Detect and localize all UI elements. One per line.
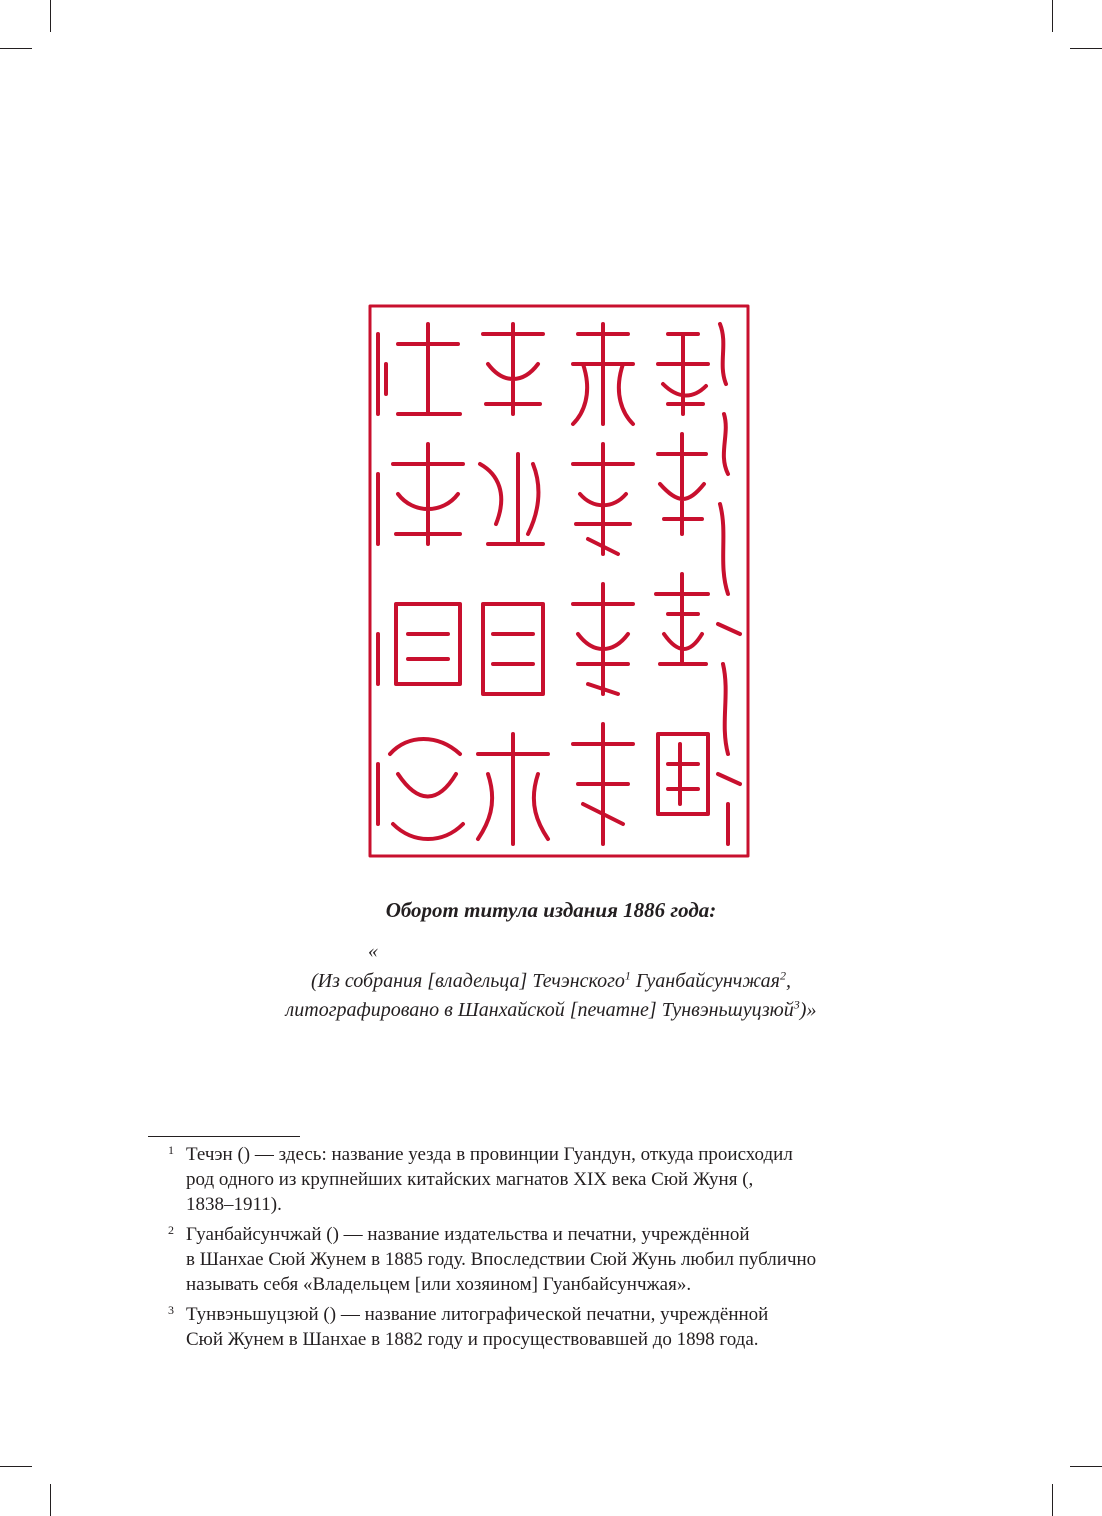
footnote-number: 2: [168, 1223, 174, 1237]
crop-mark: [0, 48, 32, 49]
footnote-line: Сюй Жунем в Шанхае в 1882 году и просуществовавшей до 1898 года.: [186, 1329, 759, 1350]
footnote-separator: [148, 1136, 300, 1137]
crop-mark: [50, 1484, 51, 1516]
footnote-line: Течэн () — здесь: название уезда в провинции Гуандун, откуда происходил: [186, 1144, 793, 1165]
footnote-line: Гуанбайсунчжай () — название издательства и печатни, учреждённой: [186, 1224, 750, 1245]
crop-mark: [50, 0, 51, 32]
footnote-3: [186, 1302, 966, 1352]
seal-stamp-image: [368, 304, 750, 858]
crop-mark: [1052, 0, 1053, 32]
caption-text: литографировано в Шанхайской [печатне] Тунвэньшуцзюй: [285, 999, 794, 1021]
caption-title: Оборот титула издания 1886 года:: [385, 898, 717, 922]
footnote-line: 1838–1911).: [186, 1194, 282, 1215]
footnote-line: в Шанхае Сюй Жунем в 1885 году. Впоследствии Сюй Жунь любил публично: [186, 1249, 817, 1270]
caption-text: (Из собрания [владельца] Течэнского: [311, 970, 625, 992]
caption-text: )»: [799, 999, 817, 1021]
footnote-2: [186, 1222, 966, 1297]
footnote-line: род одного из крупнейших китайских магнатов XIX века Сюй Жуня (,: [186, 1169, 754, 1190]
footnote-number: 3: [168, 1303, 174, 1317]
footnote-1: [186, 1142, 966, 1217]
crop-mark: [1070, 1466, 1102, 1467]
crop-mark: [0, 1466, 32, 1467]
footnote-ref[interactable]: 3: [793, 997, 800, 1012]
caption-line-2: [0, 999, 1102, 1022]
footnote-line: Тунвэньшуцзюй () — название литографической печатни, учреждённой: [186, 1304, 769, 1325]
footnote-number: 1: [168, 1143, 174, 1157]
caption-text: Гуанбайсунчжая: [630, 970, 780, 992]
crop-mark: [1070, 48, 1102, 49]
caption-text: ,: [785, 970, 791, 992]
caption-line-1: [0, 970, 1102, 993]
footnote-ref[interactable]: 1: [624, 968, 631, 983]
crop-mark: [1052, 1484, 1053, 1516]
footnote-ref[interactable]: 2: [779, 968, 786, 983]
caption-quote-open: «: [368, 940, 378, 962]
footnote-line: называть себя «Владельцем [или хозяином] Гуанбайсунчжая».: [186, 1274, 692, 1295]
